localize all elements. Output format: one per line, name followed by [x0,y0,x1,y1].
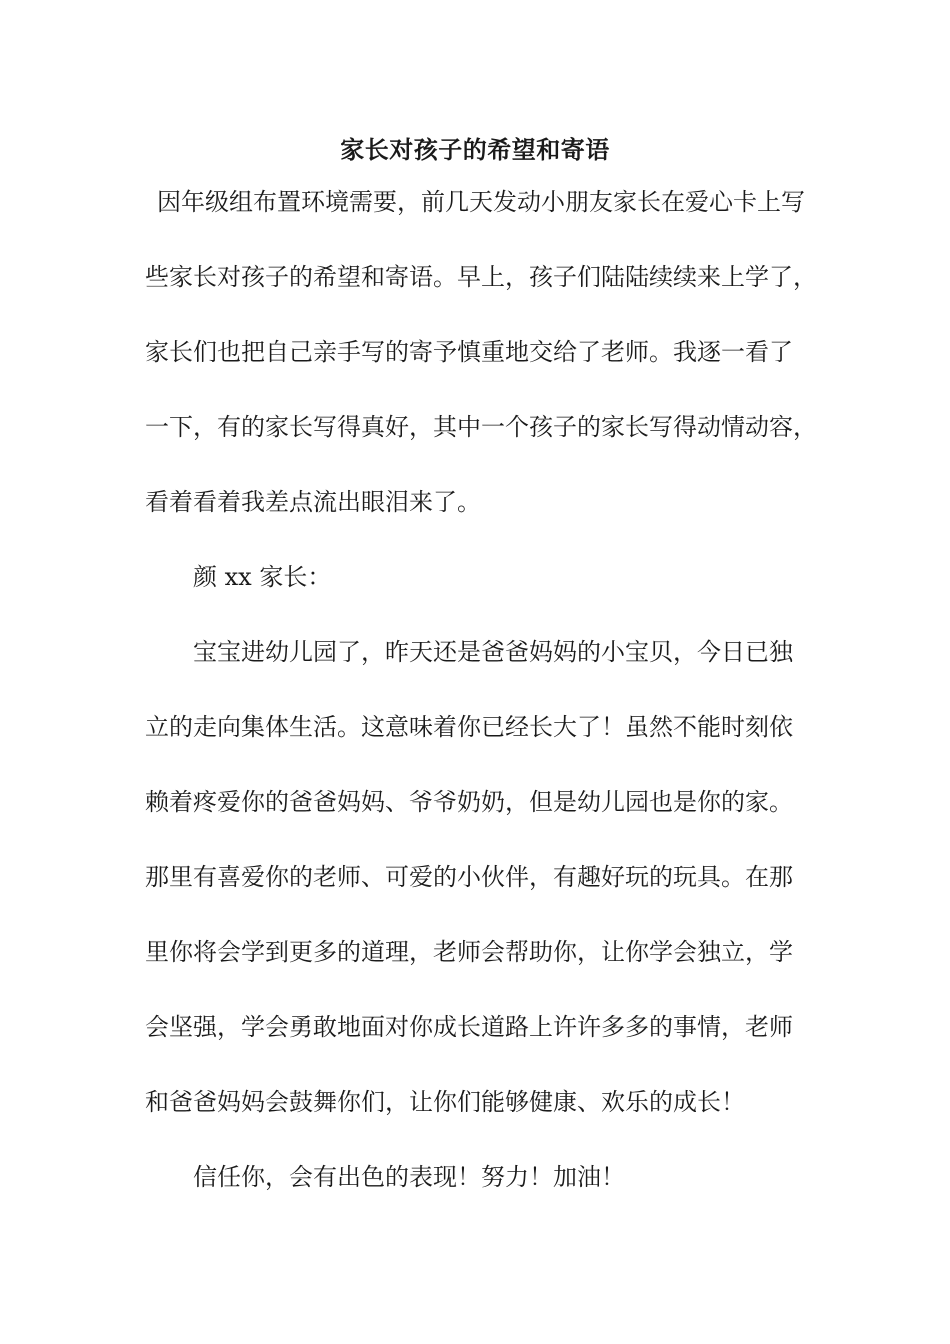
paragraph-line: 会坚强，学会勇敢地面对你成长道路上许许多多的事情，老师 [145,1013,793,1041]
paragraph-line: 里你将会学到更多的道理，老师会帮助你，让你学会独立，学 [145,938,793,966]
closing-line: 信任你，会有出色的表现！努力！加油！ [193,1163,625,1191]
paragraph-line: 宝宝进幼儿园了，昨天还是爸爸妈妈的小宝贝，今日已独 [193,638,793,666]
paragraph-line: 因年级组布置环境需要，前几天发动小朋友家长在爱心卡上写 [157,188,805,216]
salutation-line: 颜 xx 家长： [193,563,332,591]
paragraph-line: 赖着疼爱你的爸爸妈妈、爷爷奶奶，但是幼儿园也是你的家。 [145,788,793,816]
paragraph-line: 那里有喜爱你的老师、可爱的小伙伴，有趣好玩的玩具。在那 [145,863,793,891]
paragraph-line: 立的走向集体生活。这意味着你已经长大了！虽然不能时刻依 [145,713,793,741]
paragraph-line: 家长们也把自己亲手写的寄予慎重地交给了老师。我逐一看了 [145,338,793,366]
document-title: 家长对孩子的希望和寄语 [340,135,610,164]
paragraph-line: 和爸爸妈妈会鼓舞你们，让你们能够健康、欢乐的成长！ [145,1088,745,1116]
paragraph-line: 一下，有的家长写得真好，其中一个孩子的家长写得动情动容， [145,413,817,441]
paragraph-line: 些家长对孩子的希望和寄语。早上，孩子们陆陆续续来上学了， [145,263,817,291]
paragraph-line: 看着看着我差点流出眼泪来了。 [145,488,481,516]
